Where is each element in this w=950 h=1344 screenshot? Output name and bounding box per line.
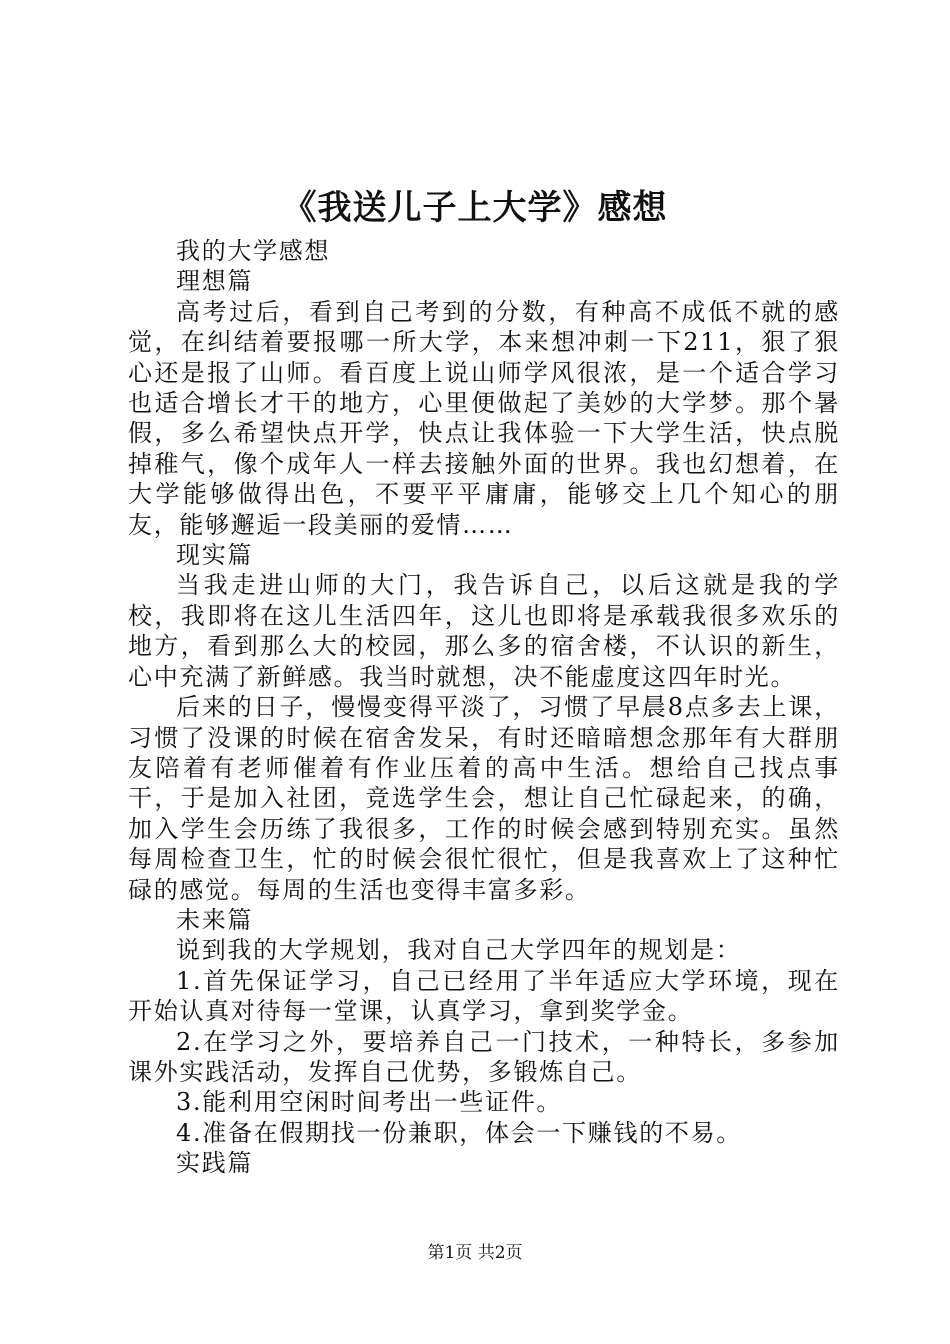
paragraph: 高考过后，看到自己考到的分数，有种高不成低不就的感觉，在纠结着要报哪一所大学，本来想冲刺一下211，狠了狠心还是报了山师。看百度上说山师学风很浓，是一个适合学习也适合增长才干的地方，心里便做起了美妙的大学梦。那个暑假，多么希望快点开学，快点让我体验一下大学生活，快点脱掉稚气，像个成年人一样去接触外面的世界。我也幻想着，在大学能够做得出色，不要平平庸庸，能够交上几个知心的朋友，能够邂逅一段美丽的爱情…… (128, 297, 840, 539)
paragraph: 说到我的大学规划，我对自己大学四年的规划是： (176, 936, 742, 965)
section-heading-reality: 现实篇 (176, 541, 254, 570)
section-heading-future: 未来篇 (176, 905, 254, 934)
section-heading-practice: 实践篇 (176, 1149, 254, 1178)
paragraph-subtitle: 我的大学感想 (176, 237, 331, 265)
list-item: 2.在学习之外，要培养自己一门技术，一种特长，多参加课外实践活动，发挥自己优势，多锻炼自己。 (128, 1027, 840, 1086)
page-footer: 第1页 共2页 (427, 1243, 523, 1263)
document-body (128, 236, 840, 1179)
list-item: 3.能利用空闲时间考出一些证件。 (176, 1088, 563, 1117)
paragraph: 后来的日子，慢慢变得平淡了，习惯了早晨8点多去上课，习惯了没课的时候在宿舍发呆，有时还暗暗想念那年有大群朋友陪着有老师催着有作业压着的高中生活。想给自己找点事干，于是加入社团，竞选学生会，想让自己忙碌起来，的确，加入学生会历练了我很多，工作的时候会感到特别充实。虽然每周检查卫生，忙的时候会很忙很忙，但是我喜欢上了这种忙碌的感觉。每周的生活也变得丰富多彩。 (128, 693, 840, 904)
paragraph: 当我走进山师的大门，我告诉自己，以后这就是我的学校，我即将在这儿生活四年，这儿也即将是承载我很多欢乐的地方，看到那么大的校园，那么多的宿舍楼，不认识的新生，心中充满了新鲜感。我当时就想，决不能虚度这四年时光。 (128, 571, 840, 691)
document-title: 《我送儿子上大学》感想 (282, 188, 668, 228)
list-item: 4.准备在假期找一份兼职，体会一下赚钱的不易。 (176, 1118, 742, 1147)
list-item: 1.首先保证学习，自己已经用了半年适应大学环境，现在开始认真对待每一堂课，认真学习，拿到奖学金。 (128, 966, 840, 1026)
section-heading-ideal: 理想篇 (176, 267, 254, 296)
